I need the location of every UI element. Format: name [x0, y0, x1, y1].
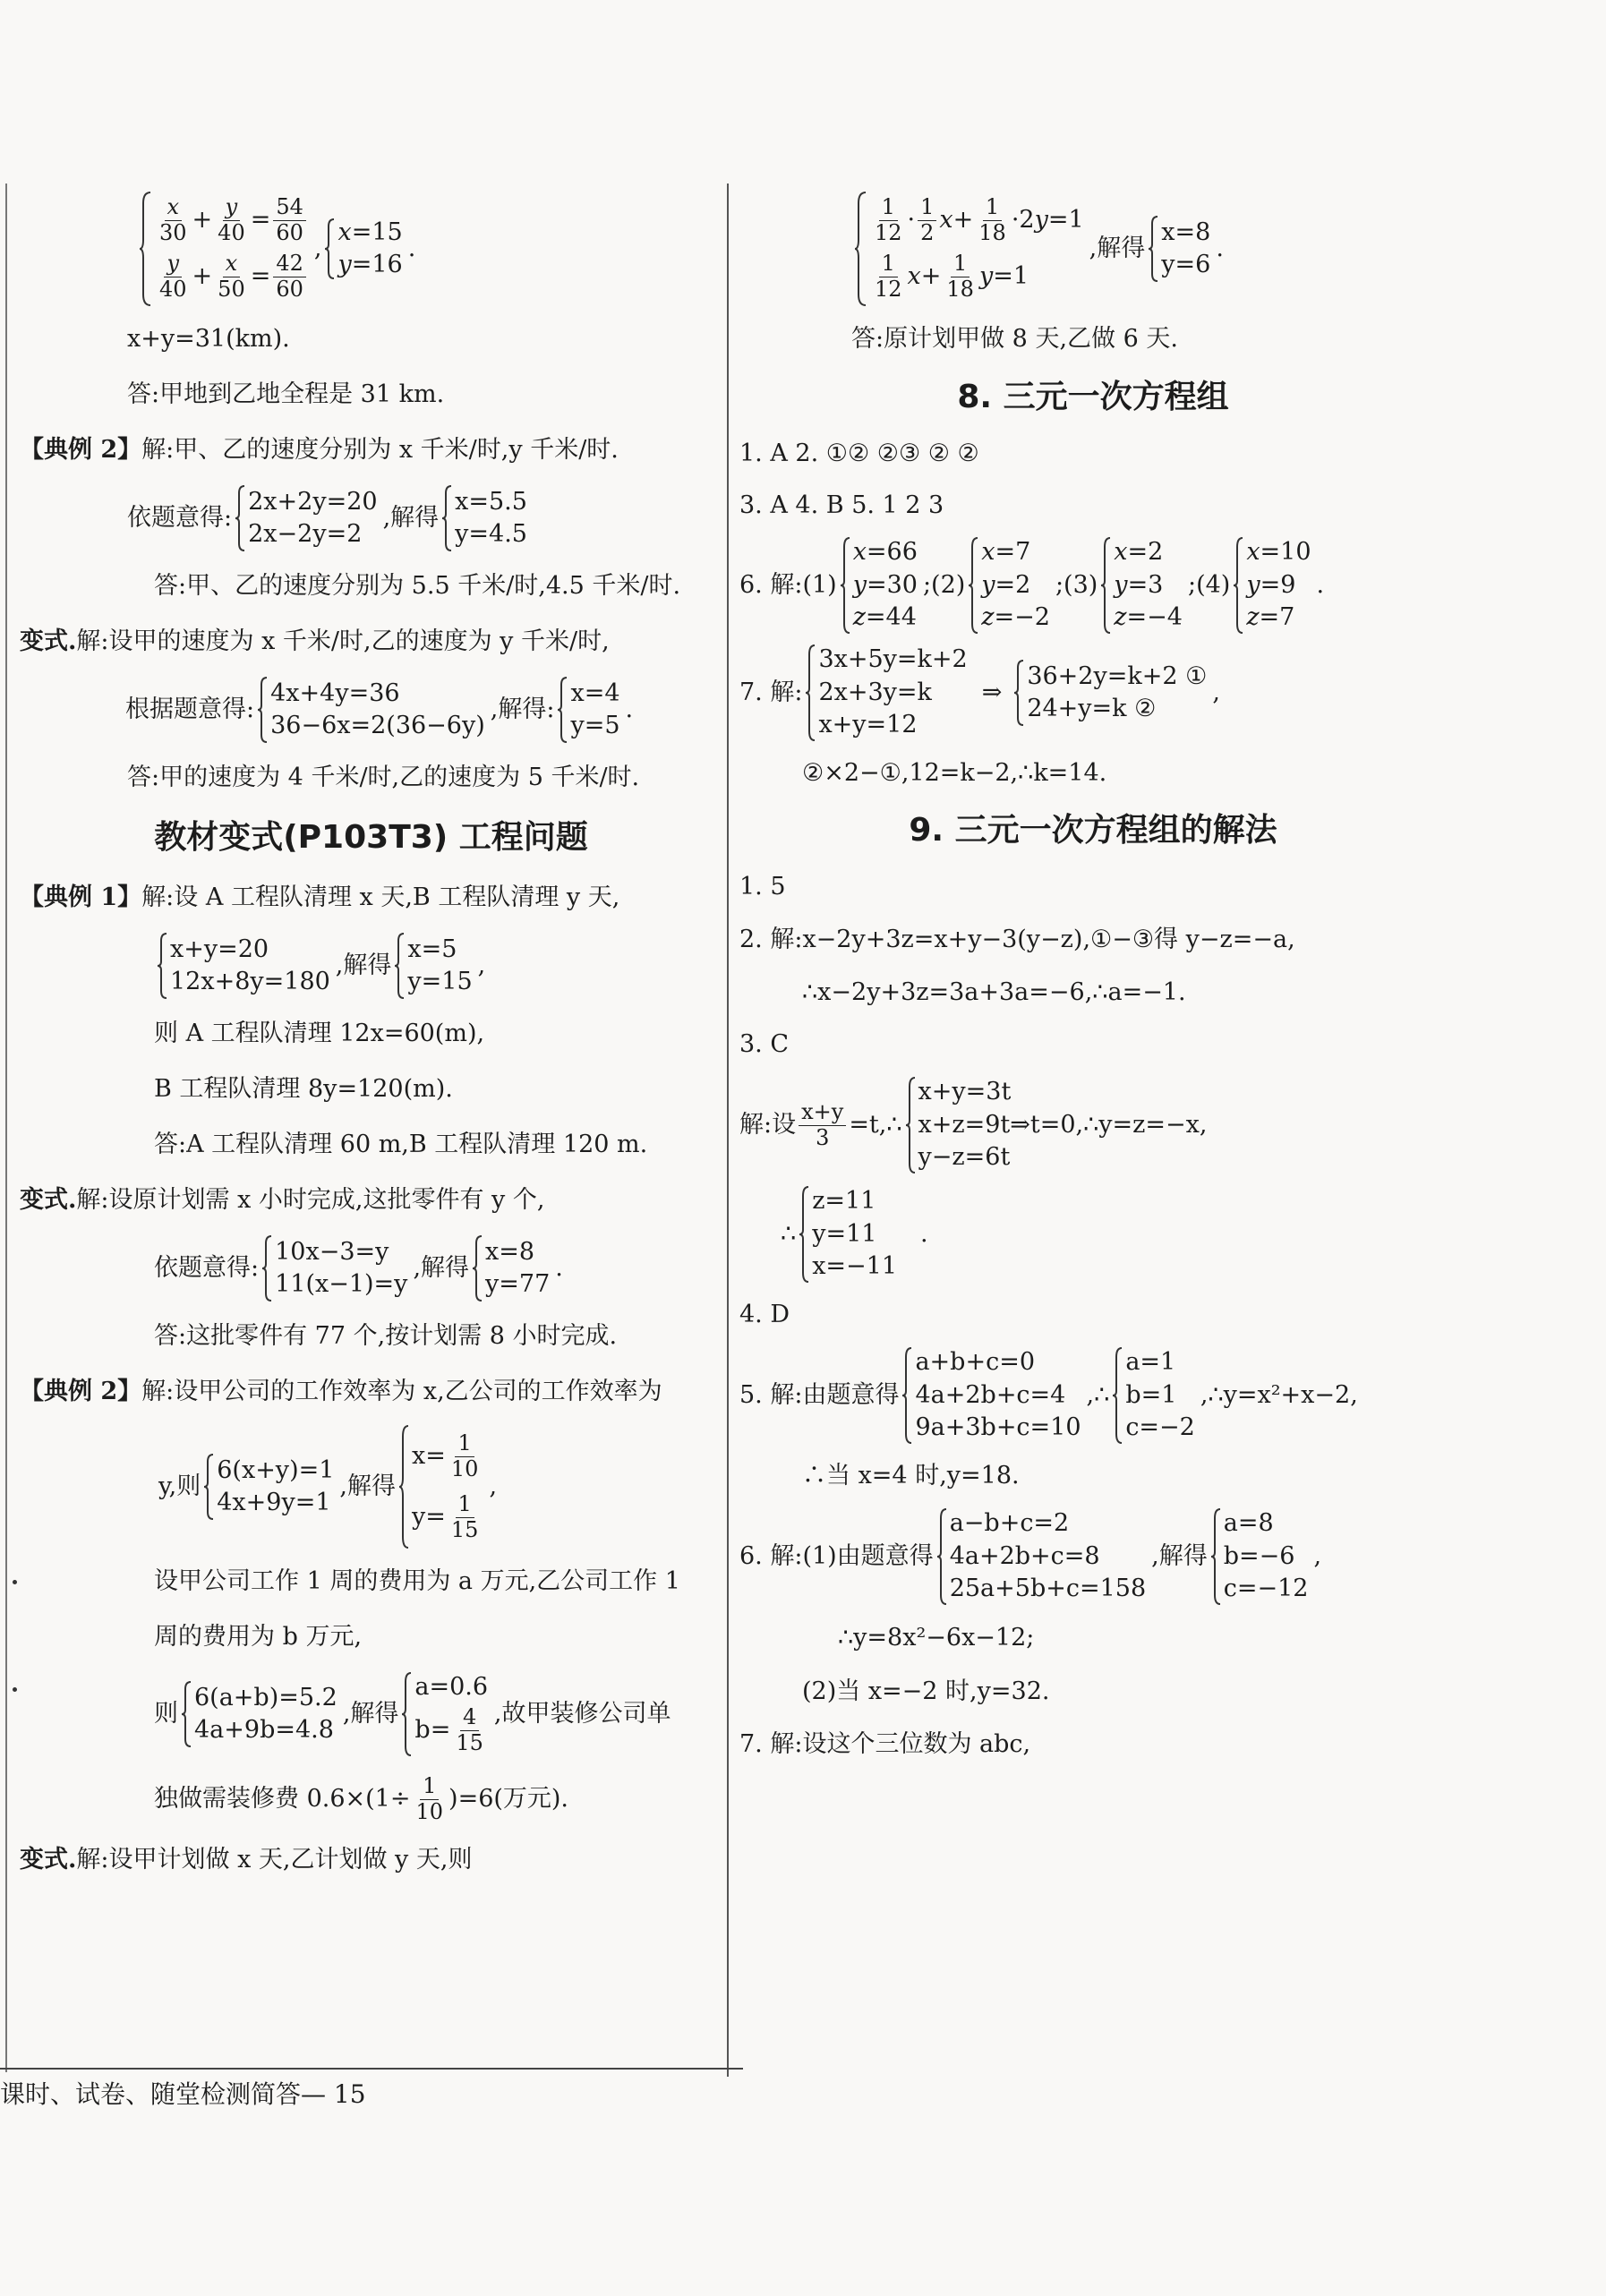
- solution-3: x=−11: [812, 1252, 898, 1281]
- solution-2: y=15: [407, 968, 473, 995]
- equation-2: 11(x−1)=y: [275, 1270, 408, 1298]
- fraction-numerator: x+y: [799, 1100, 846, 1126]
- question-line: 1. A 2. ①② ②③ ② ②: [739, 439, 979, 467]
- lead-text: 则: [154, 1699, 178, 1728]
- answer-text: 答:原计划甲做 8 天,乙做 6 天.: [851, 324, 1178, 353]
- solution-2: b=: [414, 1715, 451, 1744]
- column-divider: [727, 184, 729, 2077]
- section-title: 9. 三元一次方程组的解法: [909, 812, 1277, 849]
- margin-dot: [13, 1580, 17, 1584]
- question-label: 5. 解:由题意得: [739, 1380, 900, 1409]
- system-distance: $\frac{x}{30}$ + $\frac{y}{40}$ = $\frac{54}{60}$ $\frac{y}{40}$ + $\frac{x}{50}$ = $\frac{42}{60}$ , x=15 y=16 .: [20, 186, 722, 312]
- section-title: 8. 三元一次方程组: [957, 379, 1229, 416]
- body-text: 设甲公司工作 1 周的费用为 a 万元,乙公司工作 1: [154, 1566, 680, 1595]
- equation-3: 9a+3b+c=10: [915, 1413, 1081, 1442]
- solution-1: x=8: [1161, 218, 1211, 246]
- solve-text: ,解得: [1151, 1541, 1208, 1570]
- solution-2: y=5: [570, 712, 620, 739]
- equation-2: 4a+9b=4.8: [194, 1716, 334, 1744]
- example-text: 解:设 A 工程队清理 x 天,B 工程队清理 y 天,: [141, 883, 620, 911]
- question-label: 6. 解:(1): [739, 570, 837, 599]
- answer-text: 答:甲地到乙地全程是 31 km.: [127, 380, 445, 408]
- variant-text: 解:设甲的速度为 x 千米/时,乙的速度为 y 千米/时,: [76, 627, 610, 655]
- solution-1: x=5: [407, 935, 457, 963]
- solution-1: a=1: [1125, 1348, 1176, 1377]
- lead-text: 依题意得:: [154, 1253, 260, 1282]
- question-line: 1. 5: [739, 872, 786, 900]
- solve-text: ,解得:: [490, 695, 555, 723]
- variant-1-system: 根据题意得: 4x+4y=36 36−6x=2(36−6y) ,解得: x=4 y=5 .: [20, 670, 722, 750]
- equation-2: x+z=9t⇒t=0,∴y=z=−x,: [918, 1110, 1208, 1139]
- equation-1: 2x+2y=20: [248, 487, 378, 516]
- example-2-header: [20, 422, 722, 478]
- question-line: ∴x−2y+3z=3a+3a=−6,∴a=−1.: [802, 977, 1186, 1006]
- solution-2: y=11: [812, 1219, 877, 1248]
- solution-1: x=8: [485, 1237, 535, 1266]
- question-line: 4. D: [739, 1300, 790, 1328]
- example-3-header: [20, 870, 722, 926]
- cost-text: 独做需装修费 0.6×(1÷: [154, 1784, 411, 1813]
- solution-2: y=: [412, 1502, 446, 1531]
- cost-line: 独做需装修费 0.6×(1÷ $\frac{1}{10}$ )=6(万元).: [154, 1772, 569, 1824]
- lead-text: y,则: [158, 1472, 201, 1500]
- system-work: $\frac{1}{12}$ · $\frac{1}{2}$ x + $\frac{1}{18}$ ·2 y =1 $\frac{1}{12}$ x + $\frac{1}{18}$ y =1 ,解得 x=8 y=6 .: [739, 186, 1447, 312]
- answer-text: 答:A 工程队清理 60 m,B 工程队清理 120 m.: [154, 1130, 648, 1158]
- equation-2: 12x+8y=180: [170, 968, 330, 995]
- q7-result: ②×2−①,12=k−2,∴k=14.: [802, 758, 1107, 787]
- variant-text: 解:设甲计划做 x 天,乙计划做 y 天,则: [76, 1845, 473, 1874]
- equation-1: 6(a+b)=5.2: [194, 1683, 337, 1711]
- solution-2: y=6: [1161, 251, 1211, 278]
- variant-label: 变式.: [20, 1845, 77, 1874]
- page-edge-line: [5, 184, 7, 2072]
- equation-2: 2x−2y=2: [248, 520, 363, 548]
- section-title: 教材变式(P103T3) 工程问题: [154, 819, 588, 857]
- question-6: 6. 解:(1)由题意得 a−b+c=2 4a+2b+c=8 25a+5b+c=158 ,解得 a=8 b=−6 c=−12 ,: [739, 1502, 1447, 1611]
- answer-text: 答:甲、乙的速度分别为 5.5 千米/时,4.5 千米/时.: [154, 571, 681, 600]
- solve-text: ,解得: [413, 1253, 470, 1282]
- fraction-numerator: 4: [460, 1705, 479, 1731]
- fraction-denominator: 15: [456, 1729, 483, 1755]
- equation-1: x+y=20: [170, 935, 269, 963]
- question-label: 6. 解:(1)由题意得: [739, 1541, 934, 1570]
- example-2-system: [20, 478, 722, 559]
- variant-3-header: [20, 1835, 722, 1885]
- equation-system: $\frac{x}{30}$ + $\frac{y}{40}$ = $\frac{54}{60}$ $\frac{y}{40}$ + $\frac{x}{50}$ = $\frac{42}{60}$: [140, 191, 311, 307]
- equation-2: 4a+2b+c=4: [915, 1380, 1066, 1409]
- solution-2: y=77: [485, 1270, 551, 1298]
- equation-3: y−z=6t: [918, 1143, 1011, 1172]
- q3-solution: [739, 1071, 1447, 1180]
- equation-1: 4x+4y=36: [270, 679, 400, 707]
- variant-label: 变式.: [20, 627, 77, 655]
- question-7: 7. 解: 3x+5y=k+2 2x+3y=k x+y=12 ⇒ 36+2y=k+2 ① 24+y=k ② ,: [739, 639, 1447, 747]
- fraction-denominator: 10: [450, 1455, 479, 1481]
- fraction-numerator: 1: [456, 1492, 474, 1518]
- result-text: ,∴y=x²+x−2,: [1200, 1380, 1358, 1409]
- page-footer: 课时、试卷、随堂检测简答— 15: [0, 2079, 366, 2109]
- solution-1: x=5.5: [455, 487, 527, 516]
- equals-text: =t,∴: [849, 1110, 902, 1139]
- equation-3: 25a+5b+c=158: [949, 1575, 1147, 1603]
- solution-1: a=8: [1223, 1509, 1274, 1538]
- equation-2: 4a+2b+c=8: [949, 1541, 1100, 1570]
- solution-3: c=−12: [1223, 1575, 1309, 1603]
- solution-2: b=1: [1125, 1380, 1177, 1409]
- equation-1: a−b+c=2: [949, 1509, 1070, 1538]
- question-5: 5. 解:由题意得 a+b+c=0 4a+2b+c=4 9a+3b+c=10 ,∴ a=1 b=1 c=−2 ,∴y=x²+x−2,: [739, 1341, 1447, 1450]
- question-line: 3. C: [739, 1029, 790, 1058]
- question-line: 3. A 4. B 5. 1 2 3: [739, 491, 944, 519]
- variant-1-header: [20, 614, 722, 670]
- footer-rule: [0, 2068, 743, 2070]
- q3-result: ∴ z=11 y=11 x=−11 .: [739, 1180, 1447, 1289]
- question-6: 6. 解:(1) x=66 y=30 z=44 ;(2) x=7 y=2 z=−2 ;(3) x=2 y=3 z=−4 ;(4) x=10 y=9 z=7 .: [739, 538, 1325, 632]
- equation-2: 4x+9y=1: [217, 1489, 331, 1516]
- solution-2: b=−6: [1223, 1541, 1295, 1570]
- example-label: 【典例 1】: [20, 883, 142, 911]
- example-4-system-2: [20, 1665, 722, 1763]
- question-line: ∴y=8x²−6x−12;: [838, 1623, 1035, 1652]
- lead-text: 依题意得:: [127, 503, 233, 532]
- equation-1: 3x+5y=k+2: [818, 645, 968, 674]
- left-column: [20, 186, 722, 1885]
- solution-1: x=4: [570, 679, 620, 707]
- equation-2: 2x+3y=k: [818, 678, 932, 706]
- example-text: 解:甲、乙的速度分别为 x 千米/时,y 千米/时.: [141, 435, 619, 464]
- variant-label: 变式.: [20, 1185, 77, 1214]
- solve-text: ,解得: [342, 1699, 399, 1728]
- fraction-denominator: 15: [450, 1516, 479, 1542]
- question-line: 2. 解:x−2y+3z=x+y−3(y−z),①−③得 y−z=−a,: [739, 925, 1295, 953]
- example-3-system: x+y=20 12x+8y=180 ,解得 x=5 y=15 ,: [20, 926, 722, 1006]
- lead-text: 根据题意得:: [125, 695, 255, 723]
- solution-1: z=11: [812, 1187, 876, 1216]
- example-text: 解:设甲公司的工作效率为 x,乙公司的工作效率为: [141, 1377, 662, 1405]
- variant-text: 解:设原计划需 x 小时完成,这批零件有 y 个,: [76, 1185, 545, 1214]
- example-label: 【典例 2】: [20, 1377, 142, 1405]
- right-column: [739, 186, 1447, 1771]
- tail-text: ,故甲装修公司单: [493, 1699, 671, 1728]
- equation-5: 24+y=k ②: [1027, 695, 1157, 722]
- body-text: 则 A 工程队清理 12x=60(m),: [154, 1019, 485, 1047]
- equation-4: 36+2y=k+2 ①: [1027, 661, 1208, 690]
- equation-1: 10x−3=y: [275, 1237, 389, 1266]
- example-label: 【典例 2】: [20, 435, 142, 464]
- variant-2-header: [20, 1173, 722, 1228]
- question-label: 7. 解:: [739, 678, 803, 706]
- solution-1: a=0.6: [414, 1672, 489, 1701]
- equation-2: 36−6x=2(36−6y): [270, 712, 485, 739]
- equation-3: x+y=12: [818, 711, 918, 739]
- body-text: B 工程队清理 8y=120(m).: [154, 1074, 453, 1103]
- fraction-denominator: 3: [816, 1124, 830, 1150]
- answer-text: 答:甲的速度为 4 千米/时,乙的速度为 5 千米/时.: [127, 763, 640, 791]
- margin-dot: [13, 1687, 17, 1692]
- total-distance: x+y=31(km).: [127, 324, 290, 353]
- equation-1: 6(x+y)=1: [217, 1455, 335, 1484]
- solution-3: c=−2: [1125, 1413, 1195, 1442]
- variant-2-system: 依题意得: 10x−3=y 11(x−1)=y ,解得 x=8 y=77 .: [20, 1228, 722, 1309]
- lead-text: 解:设: [739, 1110, 797, 1139]
- equation-1: a+b+c=0: [915, 1348, 1036, 1377]
- example-4-system: y,则 6(x+y)=1 4x+9y=1 ,解得 x= $\frac{1}{10}$ y= $\frac{1}{15}$ ,: [20, 1420, 722, 1554]
- cost-result: )=6(万元).: [448, 1784, 569, 1813]
- answer-text: 答:这批零件有 77 个,按计划需 8 小时完成.: [154, 1321, 618, 1350]
- solve-text: ,解得: [382, 503, 440, 532]
- fraction-numerator: 1: [455, 1431, 474, 1457]
- example-4-header: [20, 1364, 722, 1420]
- body-text: 周的费用为 b 万元,: [154, 1622, 363, 1651]
- equation-1: x+y=3t: [918, 1078, 1012, 1106]
- question-line: ∴当 x=4 时,y=18.: [802, 1461, 1020, 1489]
- question-line: 7. 解:设这个三位数为 abc,: [739, 1729, 1031, 1758]
- question-line: (2)当 x=−2 时,y=32.: [802, 1677, 1050, 1705]
- solve-text: ,解得: [335, 951, 392, 979]
- solution-2: y=4.5: [455, 520, 527, 548]
- solution-1: x=: [412, 1441, 446, 1470]
- solve-text: ,解得: [1089, 234, 1146, 262]
- solve-text: ,解得: [339, 1472, 396, 1500]
- solution-system: x=15 y=16: [325, 215, 404, 284]
